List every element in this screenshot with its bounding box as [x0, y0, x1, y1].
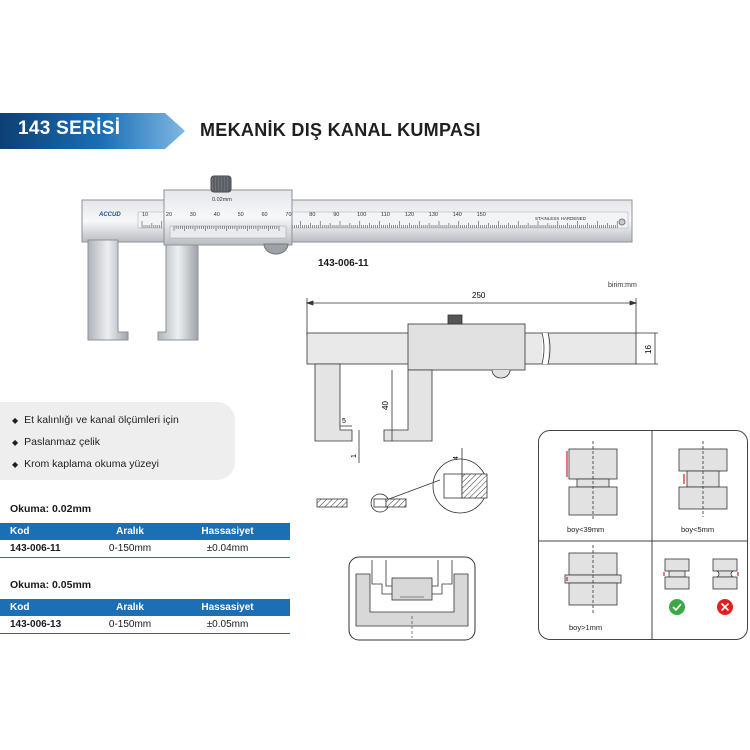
table-row: 143-006-11 0-150mm ±0.04mm: [0, 540, 290, 558]
scale-number: 40: [213, 212, 220, 218]
scale-number: 80: [309, 212, 316, 218]
usage-check-drawings: [539, 431, 747, 639]
feature-item: ◆ Et kalınlığı ve kanal ölçümleri için: [12, 414, 179, 426]
scale-number: 10: [142, 212, 149, 218]
dim-jaw: 40: [381, 401, 390, 410]
brand-logo: ACCUD: [99, 212, 121, 218]
feature-item: ◆ Paslanmaz çelik: [12, 436, 101, 448]
scale-number: 110: [381, 212, 390, 218]
series-tab-label: 143 SERİSİ: [18, 118, 121, 139]
check-ok-icon: [669, 599, 685, 615]
dim-height: 16: [644, 345, 653, 354]
model-caption: 143-006-11: [318, 258, 369, 269]
table-header: Kod Aralık Hassasiyet: [0, 523, 290, 540]
scale-number: 50: [237, 212, 244, 218]
scale-number: 100: [357, 212, 367, 218]
dim-tip-thickness: 1: [351, 454, 358, 458]
okuma-label-1: Okuma: 0.02mm: [10, 503, 92, 515]
groove-illustration: [348, 556, 476, 641]
okuma-label-2: Okuma: 0.05mm: [10, 579, 92, 591]
panel-caption-3: boy>1mm: [569, 623, 603, 632]
scale-number: 140: [452, 212, 462, 218]
scale-numbers: [0, 212, 750, 220]
spec-table-1: [0, 523, 290, 558]
unit-note: birim:mm: [608, 282, 637, 289]
table-header: Kod Aralık Hassasiyet: [0, 599, 290, 616]
resolution-mark: 0.02mm: [212, 197, 232, 203]
spec-table-2: [0, 599, 290, 634]
scale-number: 70: [285, 212, 292, 218]
scale-number: 150: [476, 212, 486, 218]
features-box: [0, 402, 235, 480]
page-title: MEKANİK DIŞ KANAL KUMPASI: [200, 120, 481, 140]
dim-tip-width: 5: [342, 418, 346, 425]
stainless-mark: STAINLESS HARDENED: [535, 216, 586, 221]
scale-number: 60: [261, 212, 268, 218]
dim-detail: 4: [453, 456, 460, 460]
scale-number: 90: [333, 212, 340, 218]
scale-number: 130: [428, 212, 438, 218]
diamond-bullet-icon: ◆: [12, 437, 19, 447]
scale-number: 120: [404, 212, 415, 218]
scale-number: 20: [165, 212, 173, 218]
scale-number: 30: [189, 212, 196, 218]
table-row: 143-006-13 0-150mm ±0.05mm: [0, 616, 290, 634]
panel-caption-1: boy<39mm: [567, 525, 605, 534]
usage-check-grid: [538, 430, 748, 640]
panel-caption-2: boy<5mm: [681, 525, 715, 534]
diamond-bullet-icon: ◆: [12, 415, 19, 425]
dim-length: 250: [472, 291, 486, 300]
feature-item: ◆ Krom kaplama okuma yüzeyi: [12, 458, 159, 470]
diamond-bullet-icon: ◆: [12, 459, 19, 469]
